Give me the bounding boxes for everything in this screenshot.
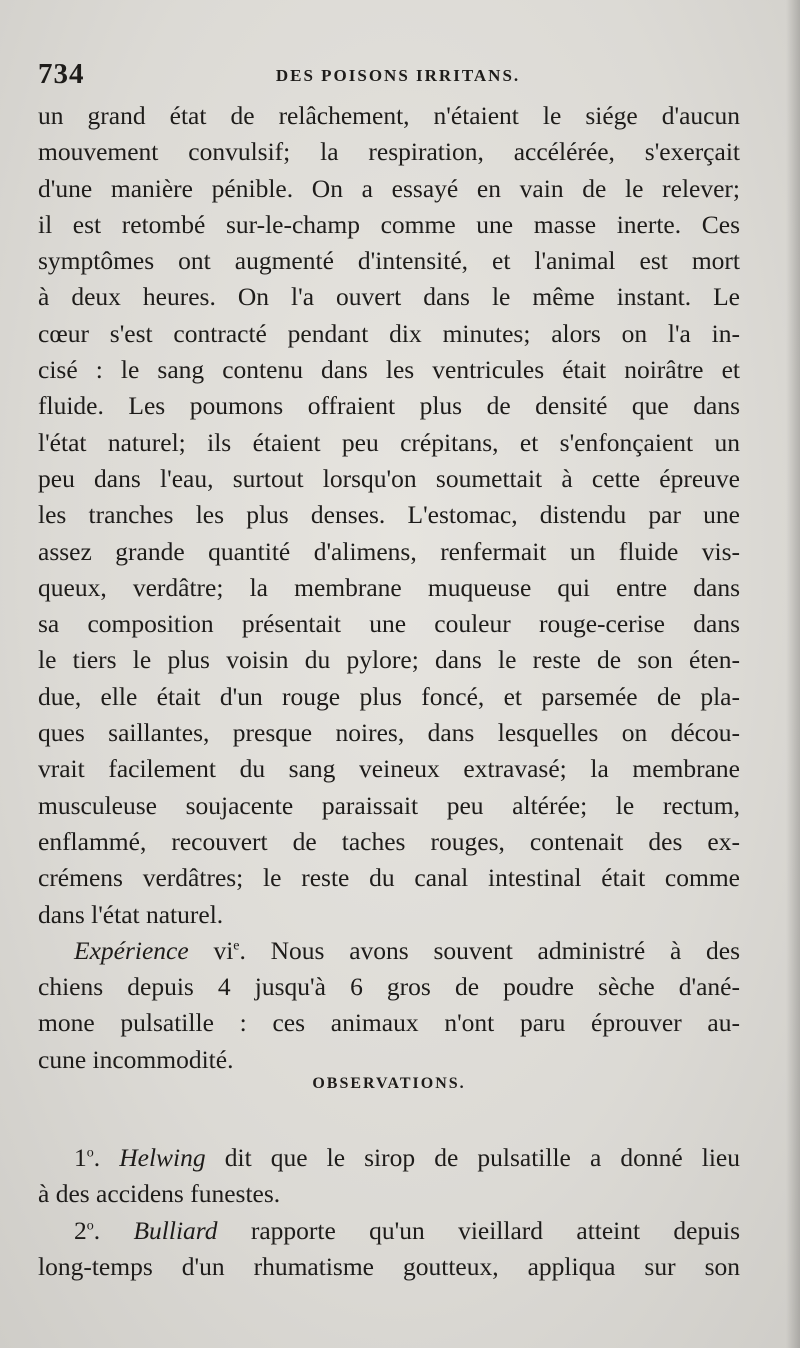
experience-superscript: e: [233, 938, 240, 954]
page-header: [38, 58, 758, 94]
text-line: symptômes ont augmenté d'intensité, et l'animal est mort: [38, 246, 740, 276]
text-line: l'état naturel; ils étaient peu crépitans, et s'enfonçaient un: [38, 427, 740, 457]
observation-1-line-2: à des accidens funestes.: [38, 1179, 281, 1209]
text-line: queux, verdâtre; la membrane muqueuse qui entre dans: [38, 572, 740, 602]
observation-2-sup: o: [86, 1218, 94, 1234]
text-line: mone pulsatille : ces animaux n'ont paru éprouver au-: [38, 1008, 740, 1038]
text-line: mouvement convulsif; la respiration, accélérée, s'exerçait: [38, 137, 740, 167]
text-line: les tranches les plus denses. L'estomac, distendu par une: [38, 500, 740, 530]
observation-2-line-1: 2$^o$. Bulliard rapporte qu'un vieillard atteint depuis: [74, 1215, 740, 1245]
text-line: vrait facilement du sang veineux extravasé; la membrane: [38, 754, 740, 784]
text-line: le tiers le plus voisin du pylore; dans le reste de son éten-: [38, 645, 740, 675]
observation-2-number: 2: [74, 1215, 87, 1245]
running-head: DES POISONS IRRITANS.: [275, 66, 521, 85]
text-line: dans l'état naturel.: [38, 899, 224, 929]
text-line: cisé : le sang contenu dans les ventricules était noirâtre et: [38, 355, 740, 385]
text-line: fluide. Les poumons offraient plus de densité que dans: [38, 391, 740, 421]
main-paragraph: [38, 98, 740, 1078]
observations-list: [38, 1140, 740, 1285]
observation-1-number: 1: [74, 1143, 87, 1172]
text-line: il est retombé sur-le-champ comme une masse inerte. Ces: [38, 209, 740, 239]
experience-number: vi: [213, 935, 234, 965]
text-line: enflammé, recouvert de taches rouges, contenait des ex-: [38, 826, 740, 856]
observation-2-author: Bulliard: [133, 1215, 218, 1245]
observation-2-rest: rapporte qu'un vieillard atteint depuis: [217, 1215, 740, 1245]
observation-1-sup: o: [86, 1145, 94, 1161]
text-line: chiens depuis 4 jusqu'à 6 gros de poudre sèche d'ané-: [38, 972, 740, 1002]
text-line: crémens verdâtres; le reste du canal intestinal était comme: [38, 863, 740, 893]
experience-label: Expérience: [74, 935, 189, 965]
text-line: d'une manière pénible. On a essayé en vain de le relever;: [38, 173, 740, 203]
observations-title: OBSERVATIONS.: [312, 1075, 466, 1092]
text-line: sa composition présentait une couleur rouge-cerise dans: [38, 609, 740, 639]
text-line: ques saillantes, presque noires, dans lesquelles on décou-: [38, 718, 740, 748]
experience-line-rest: . Nous avons souvent administré à des: [239, 935, 740, 965]
observation-1-line-1: 1$^o$. Helwing dit que le sirop de pulsatille a donné lieu: [74, 1143, 740, 1172]
text-line: assez grande quantité d'alimens, renfermait un fluide vis-: [38, 536, 740, 566]
observation-1-rest: dit que le sirop de pulsatille a donné lieu: [205, 1143, 740, 1172]
experience-first-line: [38, 933, 740, 969]
text-line: musculeuse soujacente paraissait peu altérée; le rectum,: [38, 790, 740, 820]
observation-2-line-2: long-temps d'un rhumatisme goutteux, appliqua sur son: [38, 1251, 740, 1281]
text-line: à deux heures. On l'a ouvert dans le même instant. Le: [38, 282, 740, 312]
text-line: due, elle était d'un rouge plus foncé, et parsemée de pla-: [38, 681, 740, 711]
page-number: 734: [38, 58, 85, 90]
text-line: un grand état de relâchement, n'étaient le siége d'aucun: [38, 101, 740, 130]
text-line: peu dans l'eau, surtout lorsqu'on soumettait à cette épreuve: [38, 463, 740, 493]
text-line: cœur s'est contracté pendant dix minutes; alors on l'a in-: [38, 318, 740, 348]
text-line: cune incommodité.: [38, 1044, 234, 1074]
observation-1-author: Helwing: [119, 1143, 206, 1172]
